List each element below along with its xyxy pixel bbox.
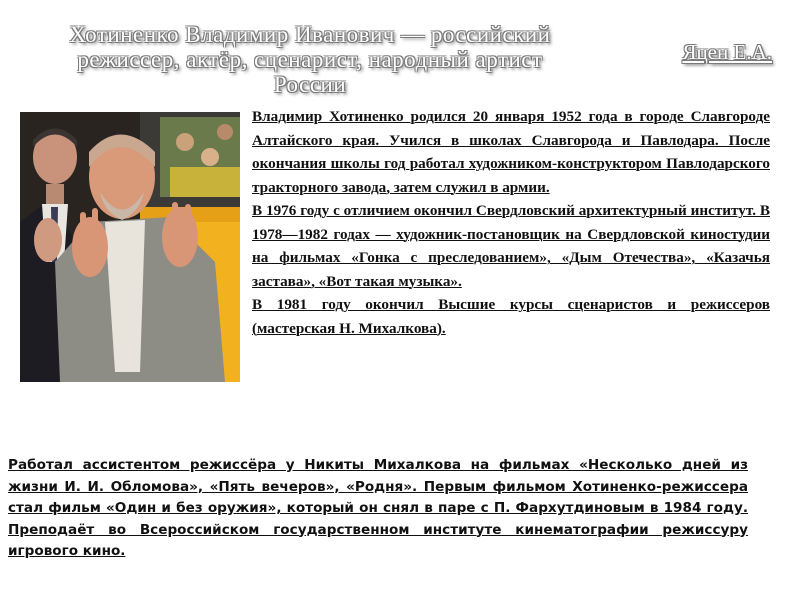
- portrait-photo-icon: [20, 112, 240, 382]
- portrait-photo: [20, 112, 240, 382]
- bio-paragraph-2: В 1976 году с отличием окончил Свердловский архитектурный институт. В 1978—1982 годах — художник-постановщик на Свердловской киностудии на фильмах «Гонка с преследованием», «Дым Отечества», «Казачья застава», «Вот такая музыка».: [252, 202, 770, 290]
- author-name: Яцен Е.А.: [682, 40, 772, 64]
- biography-text: [252, 105, 770, 340]
- career-text: Работал ассистентом режиссёра у Никиты Михалкова на фильмах «Несколько дней из жизни И. И. Обломова», «Пять вечеров», «Родня». Первым фильмом Хотиненко-режиссера стал фильм «Один и без оружия», который он снял в паре с П. Фархутдиновым в 1984 году. Преподаёт во Всероссийском государственном институте кинематографии режиссуру игрового кино.: [8, 457, 748, 559]
- bio-paragraph-1: Владимир Хотиненко родился 20 января 1952 года в городе Славгороде Алтайского края. Учился в школах Славгорода и Павлодара. После окончания школы год работал художником-конструктором Павлодарского тракторного завода, затем служил в армии.: [252, 108, 770, 196]
- slide-title: Хотиненко Владимир Иванович — российский режиссер, актёр, сценарист, народный артист России: [69, 22, 551, 97]
- bio-paragraph-3: В 1981 году окончил Высшие курсы сценаристов и режиссеров (мастерская Н. Михалкова).: [252, 296, 770, 337]
